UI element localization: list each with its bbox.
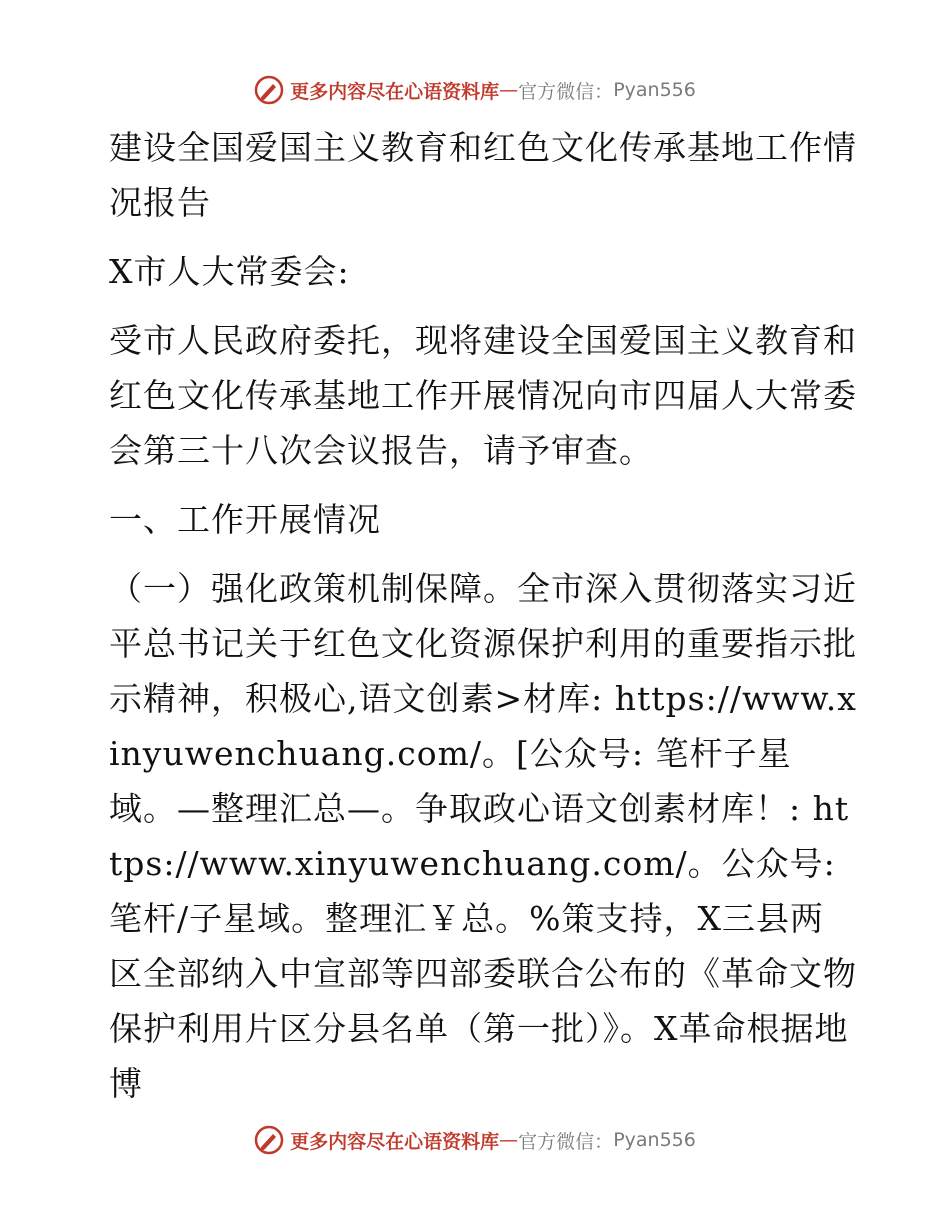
banner-dash: — bbox=[499, 1129, 519, 1151]
body-paragraph: （一）强化政策机制保障。全市深入贯彻落实习近平总书记关于红色文化资源保护利用的重要指示批示精神，积极心,语文创素>材库: https://www.xinyuwenchuang.com/。[公众号: 笔杆子星域。—整理汇总—。争取政心语文创素材库！: https://www.xinyuwenchuang.com/。公众号: 笔杆/子星域。整理汇￥总。%策支持，X三县两区全部纳入中宣部等四部委联合公布的《革命文物保护利用片区分县名单（第一批）》。X革命根据地博 bbox=[109, 569, 857, 1103]
pen-seal-logo-icon bbox=[254, 75, 284, 105]
section-heading: 一、工作开展情况 bbox=[109, 500, 381, 539]
banner-dash: — bbox=[499, 79, 519, 101]
header-watermark-banner bbox=[0, 70, 950, 110]
banner-wechat-id: Pyan556 bbox=[613, 79, 696, 101]
document-intro-paragraph: 受市人民政府委托，现将建设全国爱国主义教育和红色文化传承基地工作开展情况向市四届人大常委会第三十八次会议报告，请予审查。 bbox=[109, 321, 857, 470]
document-addressee: X市人大常委会: bbox=[109, 252, 350, 291]
footer-watermark-banner bbox=[0, 1120, 950, 1160]
banner-wechat-id: Pyan556 bbox=[613, 1129, 696, 1151]
document-title: 建设全国爱国主义教育和红色文化传承基地工作情况报告 bbox=[109, 128, 857, 222]
banner-wechat-label: 官方微信： bbox=[518, 80, 614, 103]
banner-site-text: 更多内容尽在心语资料库 bbox=[290, 1130, 500, 1153]
document-body bbox=[97, 120, 857, 1111]
banner-wechat-label: 官方微信： bbox=[518, 1130, 614, 1153]
pen-seal-logo-icon bbox=[254, 1125, 284, 1155]
banner-site-text: 更多内容尽在心语资料库 bbox=[290, 80, 500, 103]
